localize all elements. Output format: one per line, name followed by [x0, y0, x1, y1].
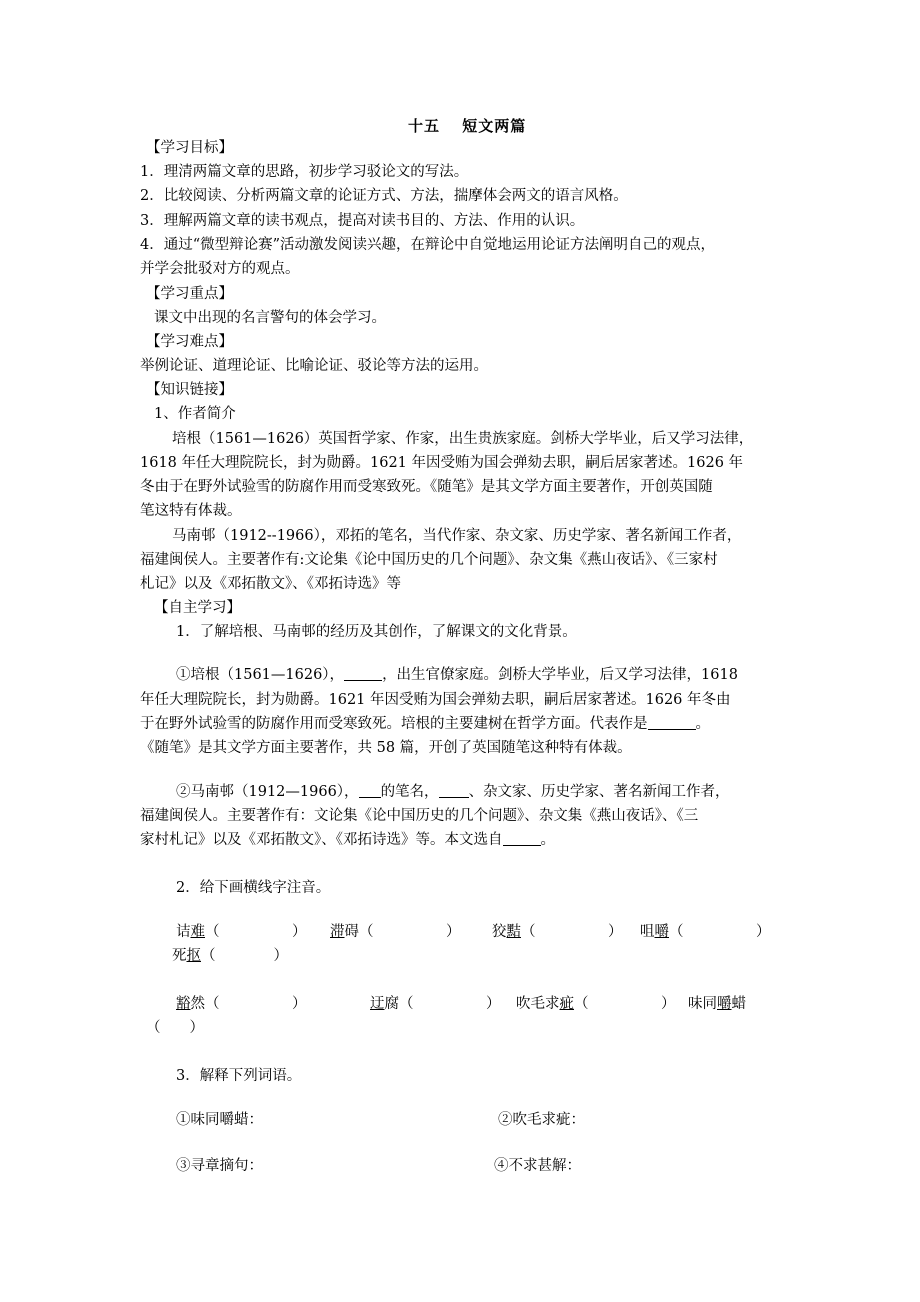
- underlined-char: 嚼: [717, 996, 732, 1012]
- word-char: 死: [172, 948, 187, 964]
- bacon-fill-line-2: 年任大理院院长，封为勋爵。1621 年因受贿为国会弹劾去职，嗣后居家著述。1626 年冬由: [140, 692, 731, 708]
- pinyin-answer-blank[interactable]: （ ）: [399, 996, 501, 1012]
- deng-intro-line-3: 札记》以及《邓拓散文》、《邓拓诗选》等: [140, 576, 401, 592]
- bacon-masterpiece-blank[interactable]: [648, 715, 696, 730]
- pinyin-item-8: [516, 994, 676, 1014]
- word-char: 诘: [176, 924, 191, 940]
- pinyin-item-1: [176, 922, 307, 942]
- word-char: 狡: [492, 924, 507, 940]
- word-char: 蜡: [731, 996, 746, 1012]
- deng-fill-text-c: 、杂文家、历史学家、著名新闻工作者，: [468, 784, 730, 800]
- word-char: 然: [190, 996, 205, 1012]
- pinyin-item-9-blank[interactable]: （ ）: [146, 1020, 204, 1036]
- pinyin-item-5: [172, 946, 288, 966]
- difficulty-text: 举例论证、道理论证、比喻论证、驳论等方法的运用。: [140, 358, 488, 374]
- underlined-char: 豁: [176, 996, 191, 1012]
- deng-fill-text-e: 。: [540, 832, 555, 848]
- bacon-intro-line-3: 冬由于在野外试验雪的防腐作用而受寒致死。《随笔》是其文学方面主要著作，开创英国随: [140, 479, 713, 495]
- underlined-char: 黠: [506, 924, 521, 940]
- deng-intro-line-1: 马南邨（1912--1966），邓拓的笔名，当代作家、杂文家、历史学家、著名新闻工作者，: [172, 528, 742, 544]
- bacon-intro-line-1: 培根（1561—1626）英国哲学家、作家，出生贵族家庭。剑桥大学毕业，后又学习法律，: [172, 431, 754, 447]
- pinyin-item-3: [492, 922, 623, 942]
- page-title: 十五 短文两篇: [408, 117, 527, 135]
- deng-realname-blank[interactable]: [359, 783, 381, 798]
- pinyin-answer-blank[interactable]: （ ）: [521, 924, 623, 940]
- word-char: 吹毛求: [516, 996, 560, 1012]
- pinyin-answer-blank[interactable]: （ ）: [359, 924, 461, 940]
- goal-item-3: 3．理解两篇文章的读书观点，提高对读书目的、方法、作用的认识。: [140, 213, 585, 229]
- question-2: 2．给下画横线字注音。: [176, 880, 331, 896]
- self-study-heading: 【自主学习】: [154, 600, 241, 616]
- underlined-char: 嚼: [654, 924, 669, 940]
- deng-fill-text-d: 家村札记》以及《邓拓散文》、《邓拓诗选》等。本文选自: [140, 832, 503, 848]
- goal-item-1: 1．理清两篇文章的思路，初步学习驳论文的写法。: [140, 164, 469, 180]
- goal-item-2: 2．比较阅读、分析两篇文章的论证方式、方法，揣摩体会两文的语言风格。: [140, 188, 628, 204]
- bacon-fill-line-3: [140, 714, 710, 734]
- pinyin-item-7: [354, 994, 501, 1014]
- pinyin-item-6: [176, 994, 307, 1014]
- pinyin-answer-blank[interactable]: （ ）: [574, 996, 676, 1012]
- pinyin-item-2: [330, 922, 461, 942]
- goals-heading: 【学习目标】: [146, 140, 233, 156]
- term-1: ①味同嚼蜡：: [176, 1112, 263, 1128]
- deng-identity-blank[interactable]: [439, 783, 469, 798]
- deng-source-blank[interactable]: [503, 831, 541, 846]
- question-1: 1．了解培根、马南邨的经历及其创作，了解课文的文化背景。: [176, 624, 577, 640]
- pinyin-item-9: [688, 994, 746, 1014]
- underlined-char: 难: [190, 924, 205, 940]
- term-4: ④不求甚解：: [494, 1158, 581, 1174]
- word-char: 腐: [384, 996, 399, 1012]
- bacon-fill-line-4: 《随笔》是其文学方面主要著作，共 58 篇，开创了英国随笔这种特有体裁。: [140, 740, 632, 756]
- deng-fill-line-2: 福建闽侯人。主要著作有：文论集《论中国历史的几个问题》、杂文集《燕山夜话》、《三: [140, 808, 699, 824]
- pinyin-item-4: [640, 922, 771, 942]
- deng-intro-line-2: 福建闽侯人。主要著作有:文论集《论中国历史的几个问题》、杂文集《燕山夜话》、《三家村: [140, 552, 718, 568]
- bacon-intro-line-4: 笔这特有体裁。: [140, 503, 242, 519]
- bacon-fill-text-b: ，出生官僚家庭。剑桥大学毕业，后又学习法律，1618: [382, 667, 738, 683]
- focus-heading: 【学习重点】: [146, 286, 233, 302]
- pinyin-answer-blank[interactable]: （ ）: [205, 924, 307, 940]
- term-2: ②吹毛求疵：: [498, 1112, 585, 1128]
- deng-fill-line-3: [140, 830, 555, 850]
- focus-text: 课文中出现的名言警句的体会学习。: [154, 310, 386, 326]
- bacon-fill-text-c: 于在野外试验雪的防腐作用而受寒致死。培根的主要建树在哲学方面。代表作是: [140, 716, 648, 732]
- word-char: 碍: [344, 924, 359, 940]
- underlined-char: 迂: [370, 996, 385, 1012]
- term-3: ③寻章摘句：: [176, 1158, 263, 1174]
- underlined-char: 疵: [559, 996, 574, 1012]
- bacon-fill-text-d: 。: [695, 716, 710, 732]
- deng-fill-line-1: [176, 782, 730, 802]
- word-char: 咀: [640, 924, 655, 940]
- underlined-char: 滞: [330, 924, 345, 940]
- deng-fill-text-a: ②马南邨（1912—1966），: [176, 784, 359, 800]
- goal-item-4-cont: 并学会批驳对方的观点。: [140, 261, 300, 277]
- underlined-char: 抠: [186, 948, 201, 964]
- bacon-fill-line-1: [176, 665, 738, 685]
- pinyin-answer-blank[interactable]: （ ）: [669, 924, 771, 940]
- goal-item-4: 4．通过“微型辩论赛”活动激发阅读兴趣，在辩论中自觉地运用论证方法阐明自己的观点，: [140, 237, 716, 253]
- pinyin-answer-blank[interactable]: （ ）: [205, 996, 307, 1012]
- bacon-nationality-blank[interactable]: [344, 666, 382, 681]
- author-intro-subheading: 1、作者简介: [154, 406, 236, 422]
- knowledge-heading: 【知识链接】: [146, 382, 233, 398]
- bacon-intro-line-2: 1618 年任大理院院长，封为勋爵。1621 年因受贿为国会弹劾去职，嗣后居家著述。1626 年: [140, 455, 744, 471]
- difficulty-heading: 【学习难点】: [146, 334, 233, 350]
- bacon-fill-text-a: ①培根（1561—1626），: [176, 667, 345, 683]
- pinyin-answer-blank[interactable]: （ ）: [201, 948, 288, 964]
- word-char: 味同: [688, 996, 717, 1012]
- deng-fill-text-b: 的笔名，: [380, 784, 439, 800]
- question-3: 3．解释下列词语。: [176, 1068, 302, 1084]
